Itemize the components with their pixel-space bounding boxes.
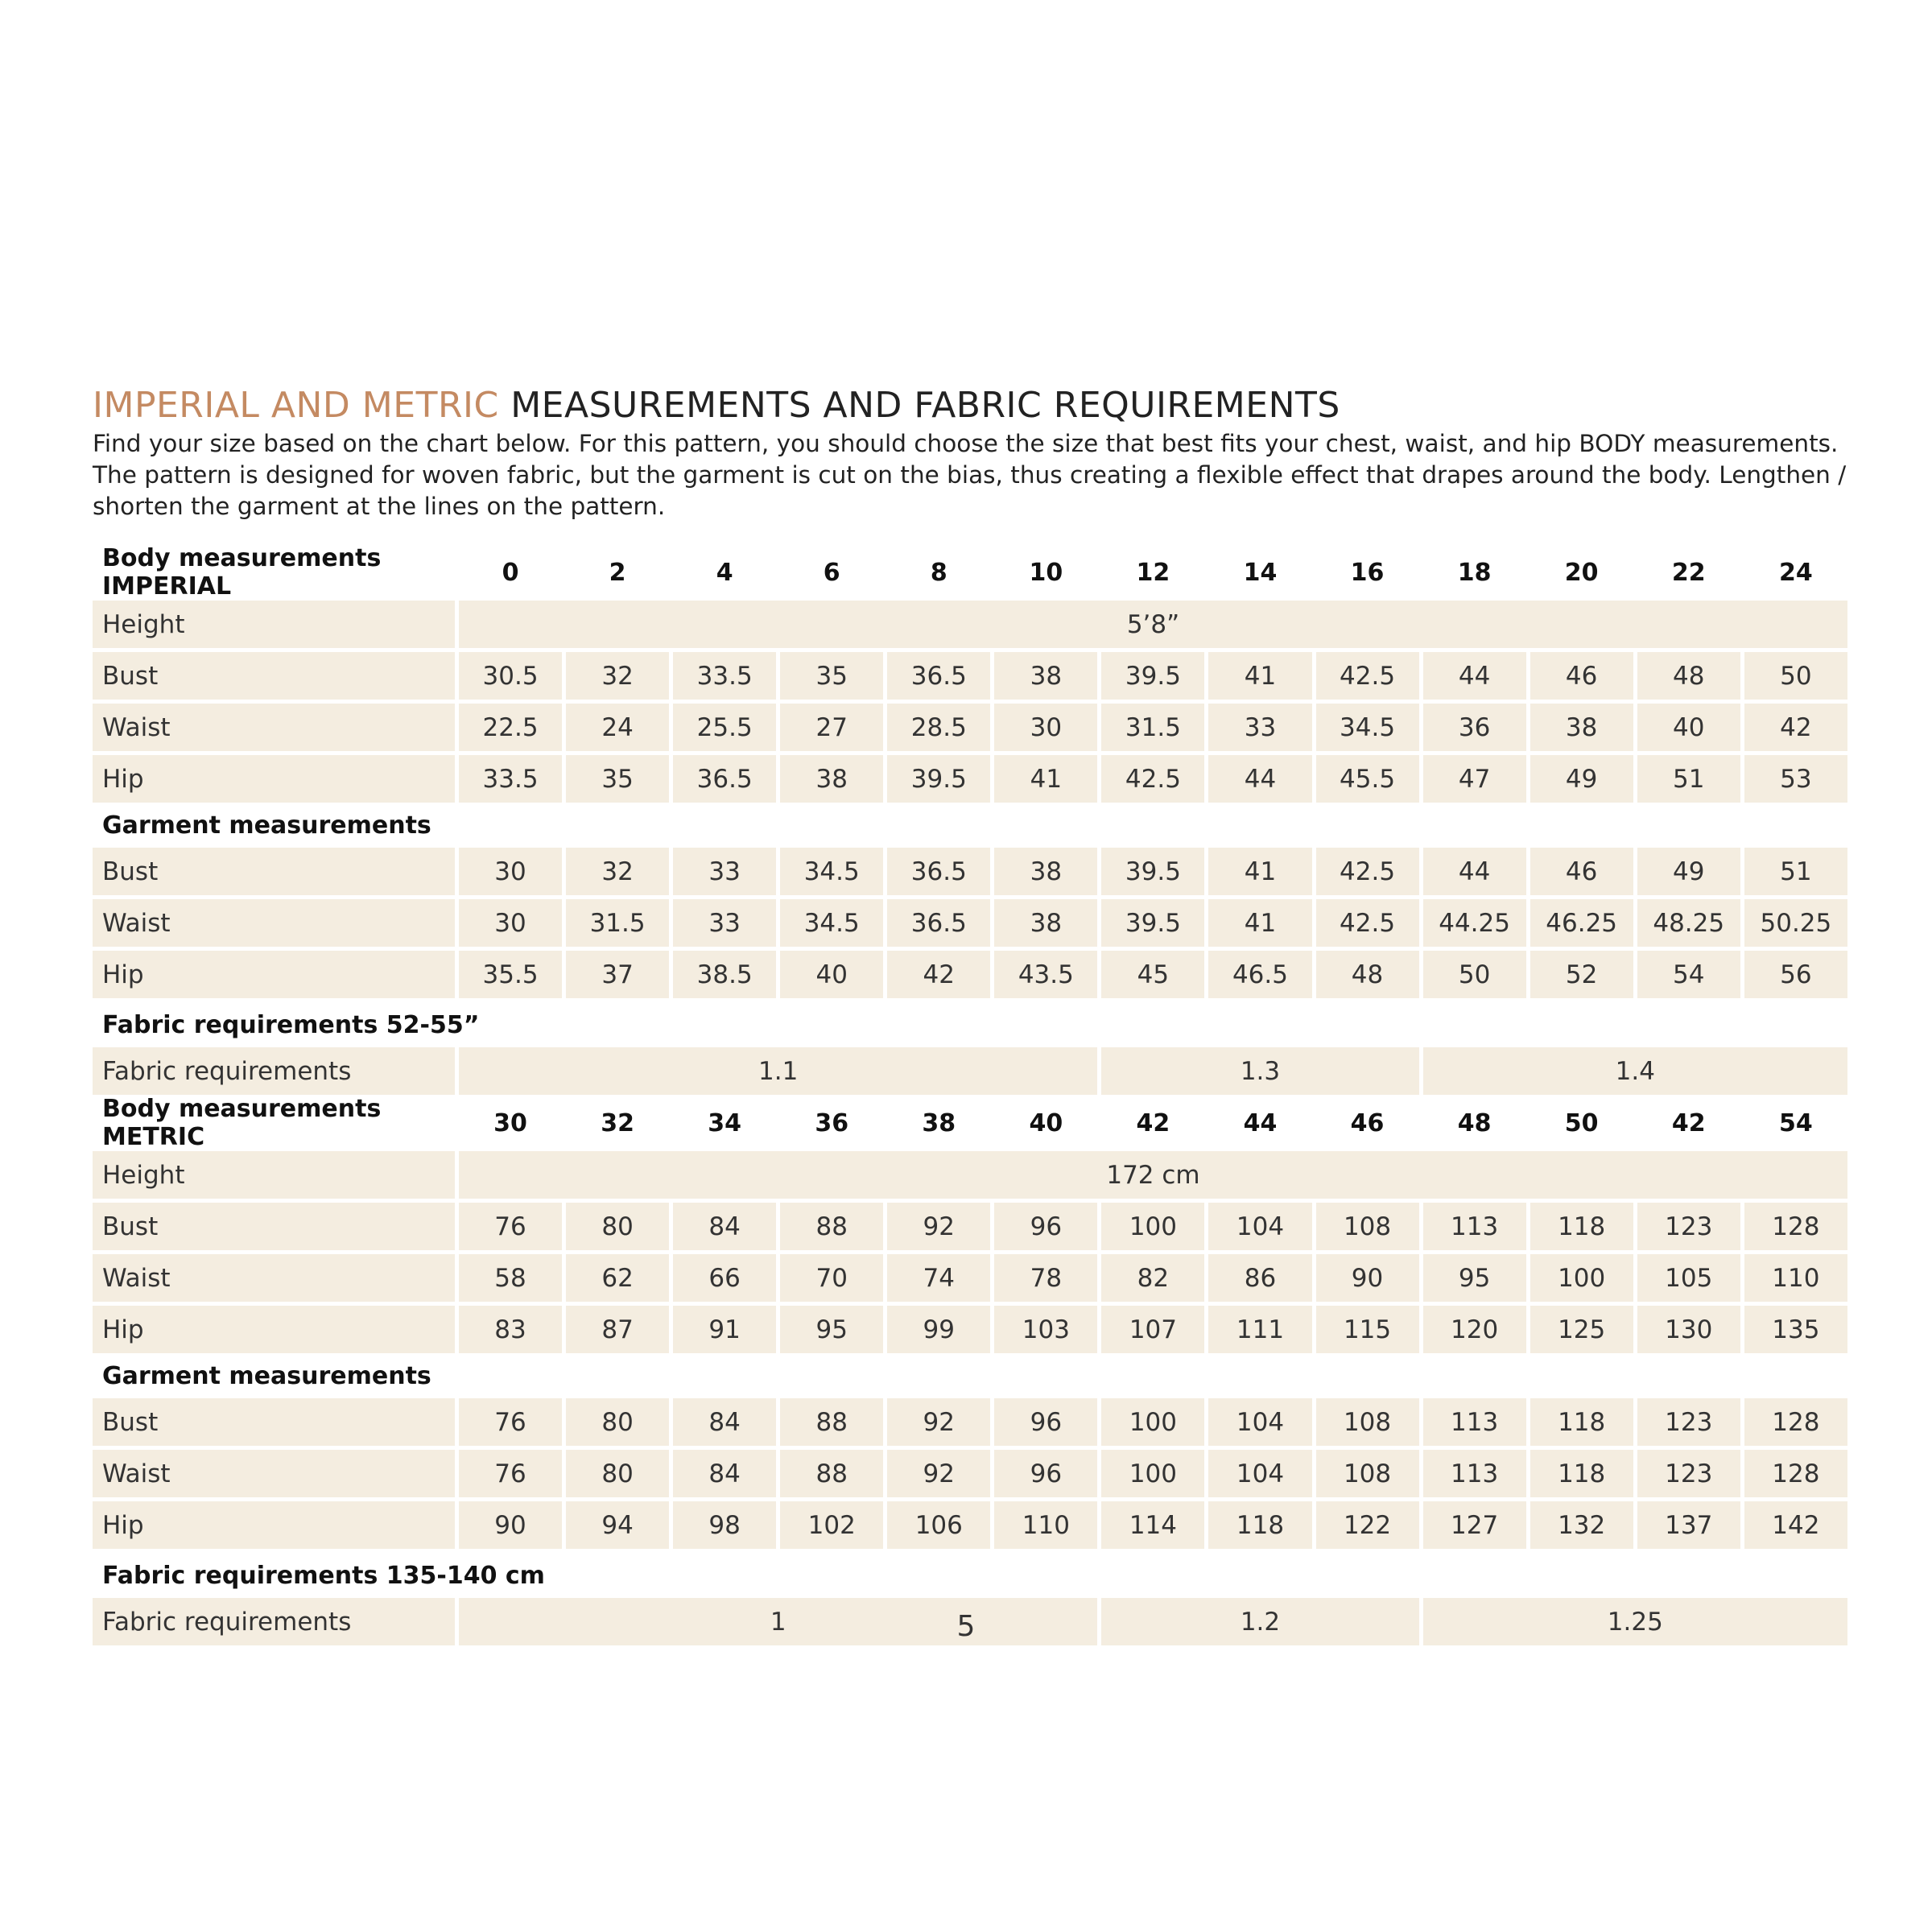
measurement-cell: 32 xyxy=(566,848,669,895)
measurement-cell: 111 xyxy=(1208,1306,1311,1353)
measurement-cell: 113 xyxy=(1423,1450,1526,1497)
measurement-cell: 96 xyxy=(994,1398,1097,1446)
measurement-cell: 84 xyxy=(673,1450,776,1497)
measurement-cell: 51 xyxy=(1637,755,1740,803)
metric-garment-row xyxy=(93,1501,1847,1549)
measurement-cell: 38 xyxy=(994,899,1097,947)
measurement-cell: 39.5 xyxy=(1101,848,1204,895)
size-label: 10 xyxy=(1029,558,1063,587)
row-label: Hip xyxy=(93,951,455,998)
measurement-cell: 58 xyxy=(459,1254,562,1302)
measurement-cell: 74 xyxy=(887,1254,990,1302)
size-table xyxy=(89,544,1852,1645)
measurement-cell: 45 xyxy=(1101,951,1204,998)
measurement-cell: 38 xyxy=(1530,704,1633,751)
measurement-cell: 44.25 xyxy=(1423,899,1526,947)
measurement-cell: 90 xyxy=(1316,1254,1419,1302)
measurement-cell: 118 xyxy=(1530,1450,1633,1497)
measurement-cell: 40 xyxy=(1637,704,1740,751)
imperial-height-row xyxy=(93,601,1847,648)
size-label: 2 xyxy=(609,558,626,587)
metric-garment-header-row xyxy=(93,1353,1847,1398)
measurement-cell: 76 xyxy=(459,1398,562,1446)
measurement-cell: 102 xyxy=(780,1501,883,1549)
row-label: Hip xyxy=(93,755,455,803)
measurement-cell: 92 xyxy=(887,1398,990,1446)
measurement-cell: 83 xyxy=(459,1306,562,1353)
measurement-cell: 34.5 xyxy=(780,899,883,947)
measurement-cell: 42 xyxy=(887,951,990,998)
measurement-cell: 82 xyxy=(1101,1254,1204,1302)
measurement-cell: 110 xyxy=(1744,1254,1847,1302)
metric-header-row xyxy=(93,1095,1847,1151)
measurement-cell: 38 xyxy=(780,755,883,803)
measurement-cell: 33 xyxy=(673,899,776,947)
fabric-value: 1 xyxy=(459,1598,1097,1645)
measurement-cell: 76 xyxy=(459,1450,562,1497)
measurement-cell: 104 xyxy=(1208,1398,1311,1446)
measurement-cell: 50 xyxy=(1744,652,1847,700)
measurement-cell: 33 xyxy=(1208,704,1311,751)
measurement-cell: 80 xyxy=(566,1203,669,1250)
measurement-cell: 70 xyxy=(780,1254,883,1302)
measurement-cell: 34.5 xyxy=(780,848,883,895)
size-label: 36 xyxy=(815,1108,849,1137)
measurement-cell: 56 xyxy=(1744,951,1847,998)
measurement-cell: 100 xyxy=(1530,1254,1633,1302)
metric-garment-row xyxy=(93,1450,1847,1497)
measurement-cell: 42 xyxy=(1744,704,1847,751)
measurement-cell: 27 xyxy=(780,704,883,751)
measurement-cell: 46.5 xyxy=(1208,951,1311,998)
measurement-cell: 44 xyxy=(1208,755,1311,803)
measurement-cell: 33 xyxy=(673,848,776,895)
measurement-cell: 80 xyxy=(566,1450,669,1497)
height-value: 172 cm xyxy=(459,1151,1847,1199)
measurement-cell: 52 xyxy=(1530,951,1633,998)
imperial-body-row xyxy=(93,652,1847,700)
size-label: 34 xyxy=(708,1108,742,1137)
measurement-cell: 39.5 xyxy=(887,755,990,803)
measurement-cell: 30.5 xyxy=(459,652,562,700)
measurement-cell: 90 xyxy=(459,1501,562,1549)
measurement-cell: 42.5 xyxy=(1316,652,1419,700)
measurement-cell: 50.25 xyxy=(1744,899,1847,947)
measurement-cell: 108 xyxy=(1316,1398,1419,1446)
size-label: 42 xyxy=(1136,1108,1170,1137)
measurement-cell: 48.25 xyxy=(1637,899,1740,947)
measurement-cell: 41 xyxy=(1208,652,1311,700)
size-label: 12 xyxy=(1136,558,1170,587)
measurement-cell: 48 xyxy=(1316,951,1419,998)
size-label: 48 xyxy=(1457,1108,1492,1137)
row-label: Hip xyxy=(93,1501,455,1549)
measurement-cell: 46 xyxy=(1530,652,1633,700)
measurement-cell: 84 xyxy=(673,1398,776,1446)
measurement-cell: 36.5 xyxy=(887,848,990,895)
fabric-value: 1.3 xyxy=(1101,1047,1418,1095)
measurement-cell: 46.25 xyxy=(1530,899,1633,947)
metric-fabric-header-row xyxy=(93,1553,1847,1598)
measurement-cell: 92 xyxy=(887,1203,990,1250)
measurement-cell: 123 xyxy=(1637,1398,1740,1446)
measurement-cell: 54 xyxy=(1637,951,1740,998)
measurement-cell: 36.5 xyxy=(887,899,990,947)
page-number: 5 xyxy=(956,1610,976,1643)
measurement-cell: 48 xyxy=(1637,652,1740,700)
measurement-cell: 28.5 xyxy=(887,704,990,751)
imperial-garment-header-row xyxy=(93,803,1847,848)
imperial-garment-row xyxy=(93,848,1847,895)
measurement-cell: 118 xyxy=(1530,1203,1633,1250)
measurement-cell: 100 xyxy=(1101,1203,1204,1250)
measurement-cell: 38 xyxy=(994,652,1097,700)
measurement-cell: 142 xyxy=(1744,1501,1847,1549)
section-header: Fabric requirements 135-140 cm xyxy=(102,1561,545,1590)
measurement-cell: 96 xyxy=(994,1203,1097,1250)
row-label: Hip xyxy=(93,1306,455,1353)
measurement-cell: 127 xyxy=(1423,1501,1526,1549)
measurement-cell: 76 xyxy=(459,1203,562,1250)
measurement-cell: 88 xyxy=(780,1203,883,1250)
imperial-fabric-row xyxy=(93,1047,1847,1095)
size-chart xyxy=(93,544,1847,1645)
measurement-cell: 128 xyxy=(1744,1398,1847,1446)
metric-height-row xyxy=(93,1151,1847,1199)
measurement-cell: 25.5 xyxy=(673,704,776,751)
measurement-cell: 46 xyxy=(1530,848,1633,895)
section-header: Body measurements IMPERIAL xyxy=(102,544,382,601)
measurement-cell: 62 xyxy=(566,1254,669,1302)
measurement-cell: 125 xyxy=(1530,1306,1633,1353)
measurement-cell: 41 xyxy=(1208,899,1311,947)
measurement-cell: 66 xyxy=(673,1254,776,1302)
measurement-cell: 49 xyxy=(1530,755,1633,803)
measurement-cell: 88 xyxy=(780,1398,883,1446)
measurement-cell: 33.5 xyxy=(459,755,562,803)
row-label: Bust xyxy=(93,652,455,700)
measurement-cell: 108 xyxy=(1316,1203,1419,1250)
size-label: 16 xyxy=(1350,558,1385,587)
size-label: 38 xyxy=(922,1108,956,1137)
imperial-fabric-header-row xyxy=(93,1002,1847,1047)
measurement-cell: 106 xyxy=(887,1501,990,1549)
measurement-cell: 39.5 xyxy=(1101,899,1204,947)
size-label: 30 xyxy=(493,1108,527,1137)
row-label: Height xyxy=(93,1151,455,1199)
heading-rest: MEASUREMENTS AND FABRIC REQUIREMENTS xyxy=(498,385,1340,426)
measurement-cell: 47 xyxy=(1423,755,1526,803)
row-label: Height xyxy=(93,601,455,648)
measurement-cell: 128 xyxy=(1744,1450,1847,1497)
measurement-cell: 30 xyxy=(459,899,562,947)
imperial-garment-row xyxy=(93,899,1847,947)
measurement-cell: 132 xyxy=(1530,1501,1633,1549)
size-label: 22 xyxy=(1671,558,1706,587)
measurement-cell: 41 xyxy=(994,755,1097,803)
size-label: 50 xyxy=(1564,1108,1599,1137)
measurement-cell: 30 xyxy=(994,704,1097,751)
fabric-value: 1.4 xyxy=(1423,1047,1847,1095)
fabric-value: 1.1 xyxy=(459,1047,1097,1095)
measurement-cell: 98 xyxy=(673,1501,776,1549)
size-label: 18 xyxy=(1457,558,1492,587)
size-label: 4 xyxy=(716,558,733,587)
measurement-cell: 114 xyxy=(1101,1501,1204,1549)
measurement-cell: 40 xyxy=(780,951,883,998)
measurement-cell: 37 xyxy=(566,951,669,998)
measurement-cell: 105 xyxy=(1637,1254,1740,1302)
measurement-cell: 36.5 xyxy=(887,652,990,700)
measurement-cell: 43.5 xyxy=(994,951,1097,998)
measurement-cell: 113 xyxy=(1423,1398,1526,1446)
measurement-cell: 53 xyxy=(1744,755,1847,803)
fabric-value: 1.2 xyxy=(1101,1598,1418,1645)
size-label: 42 xyxy=(1671,1108,1706,1137)
measurement-cell: 22.5 xyxy=(459,704,562,751)
measurement-cell: 44 xyxy=(1423,848,1526,895)
measurement-cell: 96 xyxy=(994,1450,1097,1497)
measurement-cell: 42.5 xyxy=(1316,848,1419,895)
size-label: 0 xyxy=(502,558,519,587)
row-label: Bust xyxy=(93,1203,455,1250)
measurement-cell: 33.5 xyxy=(673,652,776,700)
measurement-cell: 50 xyxy=(1423,951,1526,998)
measurement-cell: 42.5 xyxy=(1101,755,1204,803)
size-label: 46 xyxy=(1350,1108,1385,1137)
measurement-cell: 31.5 xyxy=(566,899,669,947)
intro-paragraph: Find your size based on the chart below. For this pattern, you should choose the size that best fits your chest, waist, and hip BODY measurements. The pattern is designed for woven fabric, but the garment is cut on the bias, thus creating a flexible effect that drapes around the body. Lengthen / shorten the garment at the lines on the pattern. xyxy=(93,430,1847,520)
metric-body-row xyxy=(93,1254,1847,1302)
measurement-cell: 31.5 xyxy=(1101,704,1204,751)
measurement-cell: 36 xyxy=(1423,704,1526,751)
measurement-cell: 91 xyxy=(673,1306,776,1353)
measurement-cell: 34.5 xyxy=(1316,704,1419,751)
size-label: 24 xyxy=(1779,558,1813,587)
section-header: Fabric requirements 52-55” xyxy=(102,1010,480,1039)
measurement-cell: 49 xyxy=(1637,848,1740,895)
measurement-cell: 78 xyxy=(994,1254,1097,1302)
measurement-cell: 42.5 xyxy=(1316,899,1419,947)
measurement-cell: 80 xyxy=(566,1398,669,1446)
size-label: 8 xyxy=(930,558,947,587)
measurement-cell: 35.5 xyxy=(459,951,562,998)
imperial-header-row xyxy=(93,544,1847,601)
size-label: 32 xyxy=(601,1108,634,1137)
row-label: Waist xyxy=(93,704,455,751)
size-label: 40 xyxy=(1029,1108,1063,1137)
measurement-cell: 104 xyxy=(1208,1450,1311,1497)
row-label: Fabric requirements xyxy=(93,1598,455,1645)
measurement-cell: 32 xyxy=(566,652,669,700)
measurement-cell: 94 xyxy=(566,1501,669,1549)
measurement-cell: 113 xyxy=(1423,1203,1526,1250)
measurement-cell: 110 xyxy=(994,1501,1097,1549)
measurement-cell: 95 xyxy=(1423,1254,1526,1302)
row-label: Bust xyxy=(93,848,455,895)
measurement-cell: 103 xyxy=(994,1306,1097,1353)
measurement-cell: 44 xyxy=(1423,652,1526,700)
size-label: 54 xyxy=(1779,1108,1813,1137)
measurement-cell: 45.5 xyxy=(1316,755,1419,803)
measurement-cell: 99 xyxy=(887,1306,990,1353)
measurement-cell: 35 xyxy=(566,755,669,803)
measurement-cell: 36.5 xyxy=(673,755,776,803)
fabric-value: 1.25 xyxy=(1423,1598,1847,1645)
measurement-cell: 123 xyxy=(1637,1203,1740,1250)
measurement-cell: 88 xyxy=(780,1450,883,1497)
measurement-cell: 115 xyxy=(1316,1306,1419,1353)
measurement-cell: 107 xyxy=(1101,1306,1204,1353)
size-label: 44 xyxy=(1243,1108,1278,1137)
measurement-cell: 92 xyxy=(887,1450,990,1497)
page-heading xyxy=(93,385,1864,426)
measurement-cell: 118 xyxy=(1208,1501,1311,1549)
measurement-cell: 86 xyxy=(1208,1254,1311,1302)
measurement-cell: 84 xyxy=(673,1203,776,1250)
size-label: 14 xyxy=(1243,558,1278,587)
measurement-cell: 41 xyxy=(1208,848,1311,895)
metric-body-row xyxy=(93,1203,1847,1250)
measurement-cell: 100 xyxy=(1101,1398,1204,1446)
measurement-cell: 122 xyxy=(1316,1501,1419,1549)
measurement-cell: 39.5 xyxy=(1101,652,1204,700)
measurement-cell: 108 xyxy=(1316,1450,1419,1497)
measurement-cell: 38.5 xyxy=(673,951,776,998)
size-label: 20 xyxy=(1564,558,1599,587)
row-label: Waist xyxy=(93,1450,455,1497)
measurement-cell: 123 xyxy=(1637,1450,1740,1497)
metric-garment-row xyxy=(93,1398,1847,1446)
measurement-cell: 104 xyxy=(1208,1203,1311,1250)
heading-accent: IMPERIAL AND METRIC xyxy=(93,385,499,426)
measurement-cell: 118 xyxy=(1530,1398,1633,1446)
measurement-cell: 120 xyxy=(1423,1306,1526,1353)
row-label: Fabric requirements xyxy=(93,1047,455,1095)
imperial-garment-row xyxy=(93,951,1847,998)
row-label: Waist xyxy=(93,899,455,947)
measurement-cell: 87 xyxy=(566,1306,669,1353)
size-label: 6 xyxy=(823,558,840,587)
height-value: 5’8” xyxy=(459,601,1847,648)
measurement-cell: 100 xyxy=(1101,1450,1204,1497)
imperial-body-row xyxy=(93,704,1847,751)
measurement-cell: 137 xyxy=(1637,1501,1740,1549)
row-label: Waist xyxy=(93,1254,455,1302)
measurement-cell: 35 xyxy=(780,652,883,700)
measurement-cell: 130 xyxy=(1637,1306,1740,1353)
measurement-cell: 24 xyxy=(566,704,669,751)
section-header: Garment measurements xyxy=(102,1361,431,1390)
measurement-cell: 51 xyxy=(1744,848,1847,895)
section-header: Body measurements METRIC xyxy=(102,1095,382,1151)
measurement-cell: 30 xyxy=(459,848,562,895)
measurement-cell: 38 xyxy=(994,848,1097,895)
imperial-body-row xyxy=(93,755,1847,803)
row-label: Bust xyxy=(93,1398,455,1446)
measurement-cell: 128 xyxy=(1744,1203,1847,1250)
measurement-cell: 95 xyxy=(780,1306,883,1353)
section-header: Garment measurements xyxy=(102,811,431,840)
measurement-cell: 135 xyxy=(1744,1306,1847,1353)
metric-body-row xyxy=(93,1306,1847,1353)
